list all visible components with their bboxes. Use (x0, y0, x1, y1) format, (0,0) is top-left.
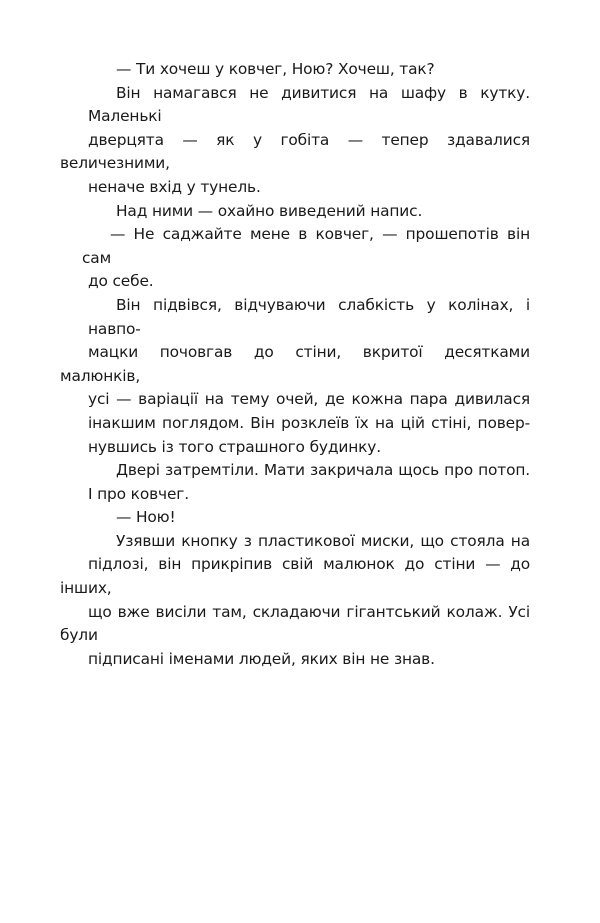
paragraph-3 (60, 200, 530, 224)
page-text (60, 58, 530, 671)
text-line: Узявши кнопку з пластикової миски, що стояла на (116, 531, 530, 550)
paragraph-6 (60, 459, 530, 506)
paragraph-4 (60, 223, 530, 294)
text-line: усі — варіації на тему очей, де кожна пара дивилася (88, 390, 530, 409)
paragraph-2 (60, 82, 530, 200)
text-line: підписані іменами людей, яких він не знав. (88, 649, 435, 668)
text-line: — Ти хочеш у ковчег, Ною? Хочеш, так? (116, 60, 435, 78)
text-line: дверцята — як у гобіта — тепер здавалися величезними, (60, 130, 530, 173)
text-line: Він намагався не дивитися на шафу в кутку. Маленькі (88, 83, 530, 126)
text-line: І про ковчег. (88, 484, 189, 503)
text-line: Над ними — охайно виведений напис. (116, 201, 423, 220)
paragraph-5 (60, 294, 530, 459)
text-line: Двері затремтіли. Мати закричала щось про потоп. (116, 461, 530, 480)
text-line: що вже висіли там, складаючи гігантський колаж. Усі були (60, 602, 530, 645)
text-line: — Ною! (116, 508, 176, 527)
text-line: неначе вхід у тунель. (88, 177, 261, 196)
text-line: нувшись із того страшного будинку. (88, 437, 381, 456)
paragraph-8 (60, 530, 530, 672)
paragraph-7 (60, 506, 530, 530)
text-line: мацки почовгав до стіни, вкритої десятками малюнків, (60, 343, 530, 385)
text-line: до себе. (88, 272, 154, 291)
paragraph-1 (60, 58, 530, 82)
text-line: Він підвівся, відчуваючи слабкість у колінах, і навпо- (88, 295, 530, 338)
text-line: інакшим поглядом. Він розклеїв їх на цій стіні, повер- (88, 413, 530, 432)
text-line: — Не саджайте мене в ковчег, — прошепотів він сам (82, 225, 530, 267)
text-line: підлозі, він прикріпив свій малюнок до стіни — до інших, (60, 555, 530, 598)
